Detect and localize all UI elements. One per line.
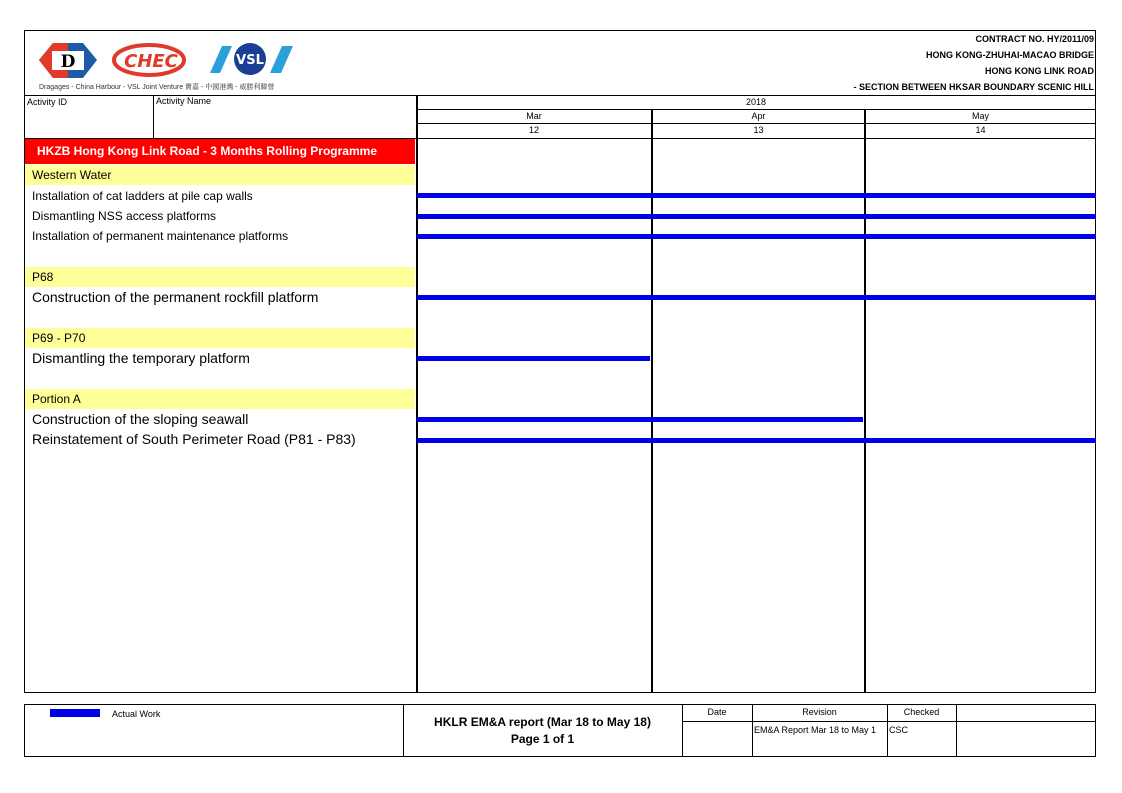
section-p68: P68 (25, 267, 415, 287)
month-mar: Mar (526, 111, 542, 121)
report-title: HKLR EM&A report (Mar 18 to May 18) (434, 715, 651, 729)
logo-d-letter: D (60, 52, 76, 72)
date-label: Date (707, 707, 727, 717)
checked-value: CSC (889, 725, 909, 735)
row-gap-marker (24, 308, 25, 326)
week-13: 13 (753, 125, 764, 135)
month-may: May (971, 111, 989, 121)
week-14: 14 (975, 125, 986, 135)
project-subname: HONG KONG LINK ROAD (985, 66, 1094, 76)
programme-title: HKZB Hong Kong Link Road - 3 Months Rolling Programme (25, 139, 415, 164)
activity-cat-ladders: Installation of cat ladders at pile cap walls (32, 189, 253, 203)
bar-temporary-platform (417, 356, 650, 361)
section-p69-p70: P69 - P70 (25, 328, 415, 348)
bar-maintenance-platforms (417, 234, 1096, 239)
activity-name-header: Activity Name (156, 96, 212, 106)
legend-swatch (50, 709, 100, 717)
year-bottom-line (416, 109, 1096, 110)
activity-temporary-platform: Dismantling the temporary platform (32, 350, 250, 366)
month-apr: Apr (751, 111, 766, 121)
chec-logo (112, 43, 187, 78)
row-gap-marker (24, 247, 25, 265)
page-number: Page 1 of 1 (510, 732, 575, 746)
footer-row-divider (682, 721, 1096, 722)
bar-dismantling-nss (417, 214, 1096, 219)
gantt-left-border (416, 95, 418, 693)
activity-id-header: Activity ID (27, 97, 68, 107)
activity-sloping-seawall: Construction of the sloping seawall (32, 411, 249, 427)
legend-label: Actual Work (112, 709, 161, 719)
section-western-water: Western Water (25, 165, 415, 185)
footer-divider-1 (403, 704, 404, 757)
contract-number: CONTRACT NO. HY/2011/09 (975, 34, 1094, 44)
activity-rockfill-platform: Construction of the permanent rockfill platform (32, 289, 319, 305)
project-name: HONG KONG-ZHUHAI-MACAO BRIDGE (926, 50, 1094, 60)
section-portion-a: Portion A (25, 389, 415, 409)
logo-caption: Dragages - China Harbour - VSL Joint Venture 寶嘉 - 中國港灣 - 威勝利聯營 (39, 84, 275, 91)
bar-south-perimeter-road (417, 438, 1096, 443)
bar-rockfill-platform (417, 295, 1096, 300)
activity-dismantling-nss: Dismantling NSS access platforms (32, 209, 217, 223)
logo-vsl-text: VSL (236, 53, 264, 68)
logo-chec-text: CHEC (124, 51, 178, 72)
activity-maintenance-platforms: Installation of permanent maintenance platforms (32, 229, 289, 243)
revision-value: EM&A Report Mar 18 to May 1 (754, 725, 877, 735)
revision-label: Revision (802, 707, 837, 717)
activity-south-perimeter-road: Reinstatement of South Perimeter Road (P81 - P83) (32, 431, 356, 447)
week-12: 12 (528, 125, 539, 135)
month-bottom-line (416, 123, 1096, 124)
dragages-logo (39, 43, 97, 78)
vsl-logo (200, 43, 295, 78)
year-header: 2018 (745, 97, 767, 107)
bar-sloping-seawall (417, 417, 863, 422)
bar-cat-ladders (417, 193, 1096, 198)
checked-label: Checked (903, 707, 940, 717)
footer-divider-5 (956, 704, 957, 757)
row-gap-marker (24, 369, 25, 387)
id-name-divider (153, 95, 154, 138)
project-section: - SECTION BETWEEN HKSAR BOUNDARY SCENIC HILL (853, 82, 1094, 92)
